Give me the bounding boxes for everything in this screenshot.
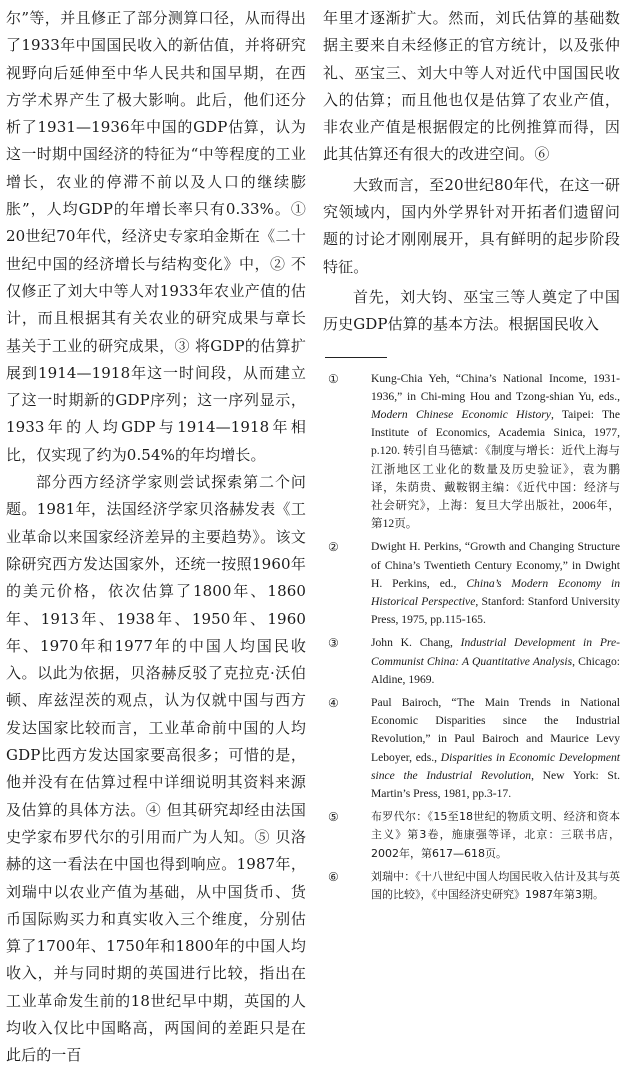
body-paragraph: 首先，刘大钧、巫宝三等人奠定了中国历史GDP估算的基本方法。根据国民收入 xyxy=(323,287,620,334)
footnote-mark: ① xyxy=(328,371,339,386)
footnote-text: , Stanford: Stanford University Press, 1975, pp.115-165. xyxy=(371,595,620,627)
footnote-title: China’s Modern Economy in Historical Perspective xyxy=(371,576,621,608)
body-paragraph: 尔”等，并且修正了部分测算口径，从而得出了1933年中国国民收入的新估值，并将研究视野向后延伸至中华人民共和国早期，在西方学术界产生了极大影响。此后，他们还分析了1931—1936年中国的GDP估算，认为这一时期中国经济的特征为“中等程度的工业增长，农业的停滞不前以及人口的继续膨胀”，人均GDP的年增长率只有0.33%。① 20世纪70年代，经济史专家珀金斯在《二十世纪中国的经济增长与结构变化》中，② 不仅修正了刘大中等人对1933年农业产值的估计，而且根据其有关农业的研究成果与章长基关于工业的研究成果，③ 将GDP的估算扩展到1914—1918年这一时间段，从而建立了这一时期新的GDP序列；这一序列显示，1933年的人均GDP与1914—1918年相比，仅实现了约为0.54%的年均增长。 xyxy=(6,9,306,464)
footnote-mark: ⑤ xyxy=(328,810,339,825)
footnote xyxy=(323,538,620,629)
body-paragraph: 部分西方经济学家则尝试探索第二个问题。1981年，法国经济学家贝洛赫发表《工业革命以来国家经济差异的主要趋势》。该文除研究西方发达国家外，还统一按照1960年的美元价格，依次估算了1800年、1860年、1913年、1938年、1950年、1960年、1970年和1977年的中国人均国民收入。以此为依据，贝洛赫反驳了克拉克·沃伯顿、库兹涅茨的观点，认为仅就中国与西方发达国家比较而言，工业革命前中国的人均GDP比西方发达国家要高很多；可惜的是，他并没有在估算过程中详细说明其资料来源及估算的具体方法。④ 但其研究却经由法国史学家布罗代尔的引用而广为人知。⑤ 贝洛赫的这一看法在中国也得到响应。1987年，刘瑞中以农业产值为基础，从中国货币、货币国际购买力和真实收入三个维度，分别估算了1700年、1750年和1800年的中国人均收入，并与同时期的英国进行比较，指出在工业革命发生前的18世纪早中期，英国的人均收入仅比中国略高，两国间的差距只是在此后的一百 xyxy=(6,473,306,1065)
footnote-mark: ⑥ xyxy=(328,869,339,884)
footnote xyxy=(323,634,620,689)
footnote-title: Disparities in Economic Development since the Industrial Revolution xyxy=(371,750,621,782)
footnote-mark: ④ xyxy=(328,696,339,711)
footnote-text: Kung-Chia Yeh, “China’s National Income, 1931-1936,” in Chi-ming Hou and Tzong-shian Yu, eds., xyxy=(371,371,620,403)
footnote-text: 布罗代尔：《15至18世纪的物质文明、经济和资本主义》第3卷，施康强等译，北京：三联书店，2002年，第617—618页。 xyxy=(371,810,620,860)
footnote-separator xyxy=(325,357,387,358)
left-column xyxy=(6,5,306,1070)
body-paragraph: 年里才逐渐扩大。然而，刘氏估算的基础数据主要来自未经修正的官方统计，以及张仲礼、巫宝三、刘大中等人对近代中国国民收入的估算；而且他也仅是估算了农业产值，非农业产值是根据假定的比例推算而得，因此其估算还有很大的改进空间。⑥ xyxy=(323,9,620,164)
footnote xyxy=(323,694,620,803)
footnote-text: , Taipei: The Institute of Economics, Academia Sinica, 1977, p.120. 转引自马德斌：《制度与增长：近代上海与江浙地区工业化的数量及历史验证》，袁为鹏译，朱荫贵、戴鞍钢主编：《近代中国：经济与社会研究》，上海：复旦大学出版社，2006年，第12页。 xyxy=(371,407,620,531)
body-paragraph: 大致而言，至20世纪80年代，在这一研究领域内，国内外学界针对开拓者们遗留问题的讨论才刚刚展开，具有鲜明的起步阶段特征。 xyxy=(323,175,620,276)
footnote-mark: ③ xyxy=(328,636,339,651)
footnote-text: , New York: St. Martin’s Press, 1981, pp.3-17. xyxy=(371,768,620,801)
footnote-text: 刘瑞中：《十八世纪中国人均国民收入估计及其与英国的比较》，《中国经济史研究》1987年第3期。 xyxy=(371,869,620,902)
footnote-title: Modern Chinese Economic History xyxy=(371,407,551,421)
footnote xyxy=(323,868,620,904)
footnote-mark: ② xyxy=(328,540,339,555)
footnote-text: Dwight H. Perkins, “Growth and Changing Structure of China’s Twentieth Century Economy,” in Dwight H. Perkins, ed., xyxy=(371,540,620,590)
right-column xyxy=(323,5,620,909)
footnotes xyxy=(323,370,620,905)
footnote xyxy=(323,808,620,863)
footnote-title: Industrial Development in Pre-Communist China: A Quantitative Analysis xyxy=(371,636,620,668)
footnote xyxy=(323,370,620,534)
footnote-text: , Chicago: Aldine, 1969. xyxy=(371,654,620,686)
footnote-text: Paul Bairoch, “The Main Trends in National Economic Disparities since the Industrial Revolution,” in Paul Bairoch and Maurice Levy Leboyer, eds., xyxy=(371,696,620,764)
footnote-text: John K. Chang, xyxy=(371,636,461,650)
